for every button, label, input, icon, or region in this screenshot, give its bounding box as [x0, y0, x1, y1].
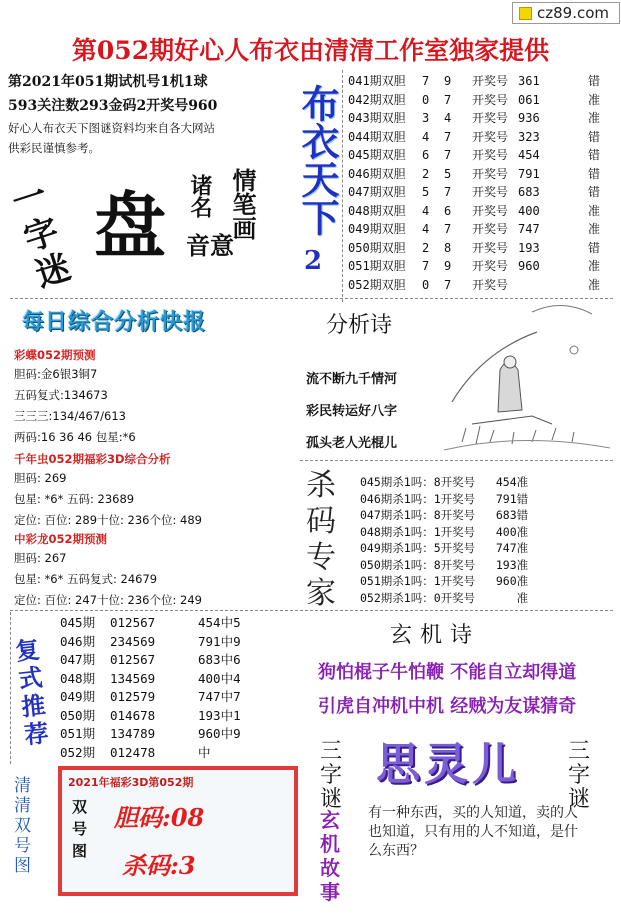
fushi-row: [60, 725, 290, 744]
history-row: [348, 109, 613, 128]
history-a: 6: [422, 148, 430, 162]
watermark-text: cz89.com: [537, 4, 610, 22]
fushi-r: 683中6: [198, 652, 241, 667]
riddle-hint-col1: 诸名: [187, 174, 213, 218]
history-row: [348, 128, 613, 147]
history-label: 开奖号: [472, 240, 509, 255]
history-period: 041期双胆: [348, 74, 406, 88]
history-b: 9: [444, 74, 452, 88]
history-b: 8: [444, 240, 452, 255]
history-a: 4: [422, 203, 430, 218]
history-b: 7: [444, 277, 452, 292]
poem-line: 流不断九千情河: [306, 372, 398, 387]
history-a: 7: [422, 74, 430, 88]
kill-row: 051期杀1吗：1开奖号 960准: [360, 574, 529, 588]
issue-info: [8, 70, 293, 158]
history-b: 7: [444, 185, 452, 199]
history-period: 043期双胆: [348, 111, 406, 125]
history-result: 错: [588, 185, 601, 199]
daily-analysis-title: 每日综合分析快报: [22, 309, 207, 335]
history-period: 051期双胆: [348, 259, 406, 273]
issue-info-line4: 供彩民谨慎参考。: [8, 141, 100, 155]
xuanji-line2: 引虎自冲机中机 经贼为友谋猜奇: [318, 696, 577, 717]
history-a: 4: [422, 129, 430, 144]
history-row: [348, 183, 613, 202]
kill-row: 049期杀1吗：5开奖号 747准: [360, 541, 529, 555]
riddle-question: 有一种东西，买的人知道，卖的人也知道，只有用的人不知道，是什么东西？: [368, 805, 578, 859]
qiannian-analysis: [14, 450, 299, 531]
brand-number: 2: [304, 246, 323, 276]
logo-square-icon: [519, 7, 532, 20]
zhongcai-line3: 定位: 百位: 247十位: 236个位: 249: [14, 593, 202, 607]
fishing-old-man-illustration: [442, 292, 614, 462]
fushi-r: 193中1: [198, 707, 241, 723]
poem-title: 分析诗: [326, 313, 393, 338]
history-a: 7: [422, 259, 430, 273]
zhongcai-header: 中彩龙052期预测: [14, 532, 108, 546]
fushi-n: 012579: [110, 689, 156, 704]
issue-info-line2: 593关注数293金码2开奖号960: [8, 98, 218, 114]
history-result: 准: [588, 92, 601, 107]
story-label: 玄机故事: [320, 808, 340, 904]
history-label: 开奖号: [472, 203, 509, 218]
zhongcai-line2: 包星: *6* 五码复式: 24679: [14, 572, 158, 586]
history-result: 准: [588, 222, 601, 236]
history-b: 5: [444, 166, 452, 181]
history-a: 0: [422, 277, 430, 292]
history-num: 960: [518, 259, 540, 273]
divider: [300, 460, 613, 461]
history-table: [348, 72, 613, 294]
caidie-line4: 两码:16 36 46 包星:*6: [14, 430, 136, 444]
history-result: 准: [588, 277, 601, 292]
history-row: [348, 239, 613, 258]
history-row: [348, 91, 613, 110]
fushi-n: 014678: [110, 707, 156, 723]
qingqing-title: 清清双号图: [14, 776, 31, 876]
history-result: 准: [588, 111, 601, 125]
fushi-r: 中: [198, 744, 211, 760]
history-num: 193: [518, 240, 540, 255]
history-result: 错: [588, 240, 601, 255]
fushi-table: [60, 614, 290, 762]
caidie-line3: 三三三:134/467/613: [14, 409, 126, 423]
fushi-row: [60, 633, 290, 652]
xuanji-title: 玄机诗: [390, 623, 481, 648]
history-row: [348, 257, 613, 276]
history-label: 开奖号: [472, 259, 509, 273]
history-row: [348, 220, 613, 239]
history-b: 4: [444, 111, 452, 125]
history-row: [348, 202, 613, 221]
history-num: 323: [518, 129, 540, 144]
history-period: 052期双胆: [348, 277, 406, 292]
fushi-p: 046期: [60, 633, 96, 649]
fushi-n: 012567: [110, 615, 156, 630]
history-period: 042期双胆: [348, 92, 406, 107]
fushi-p: 051期: [60, 726, 96, 741]
card-header: 2021年福彩3D第052期: [68, 776, 194, 789]
history-label: 开奖号: [472, 166, 509, 181]
history-a: 3: [422, 111, 430, 125]
history-a: 4: [422, 222, 430, 236]
history-result: 准: [588, 259, 601, 273]
site-watermark[interactable]: [512, 2, 620, 24]
history-period: 049期双胆: [348, 222, 406, 236]
riddle-big-words: 思灵儿: [376, 739, 520, 790]
divider: [10, 610, 613, 611]
page-title: 第052期好心人布衣由清清工作室独家提供: [71, 36, 550, 65]
riddle-type-label: 一字迷: [7, 174, 76, 296]
fushi-p: 045期: [60, 615, 96, 630]
history-num: 791: [518, 166, 540, 181]
kill-code: 杀码:3: [122, 851, 196, 880]
history-label: 开奖号: [472, 92, 509, 107]
fushi-r: 747中7: [198, 689, 241, 704]
history-label: 开奖号: [472, 111, 509, 125]
fushi-r: 791中9: [198, 633, 241, 649]
kill-row: 047期杀1吗：8开奖号 683错: [360, 508, 529, 522]
fushi-p: 047期: [60, 652, 96, 667]
calligraphy-riddle: [7, 168, 284, 296]
divider: [342, 70, 343, 302]
history-label: 开奖号: [472, 129, 509, 144]
history-period: 047期双胆: [348, 185, 406, 199]
card-side-label: 双号图: [72, 798, 88, 860]
history-row: [348, 165, 613, 184]
caidie-line2: 五码复式:134673: [14, 388, 108, 402]
zhongcai-line1: 胆码: 267: [14, 551, 67, 565]
history-num: 454: [518, 148, 540, 162]
fushi-row: [60, 614, 290, 633]
history-result: 准: [588, 203, 601, 218]
history-result: 错: [588, 166, 601, 181]
history-num: 400: [518, 203, 540, 218]
brand-title: 布衣天下: [295, 84, 340, 236]
history-row: [348, 146, 613, 165]
fushi-title: 复式推荐: [14, 634, 50, 750]
history-period: 050期双胆: [348, 240, 406, 255]
xuanji-line1: 狗怕棍子牛怕鞭 不能自立却得道: [318, 662, 577, 683]
zhongcai-forecast: [14, 530, 299, 611]
history-b: 7: [444, 129, 452, 144]
qiannian-line3: 定位: 百位: 289十位: 236个位: 489: [14, 513, 202, 527]
qiannian-line2: 包星: *6* 五码: 23689: [14, 492, 135, 506]
history-period: 046期双胆: [348, 166, 406, 181]
history-num: 747: [518, 222, 540, 236]
fushi-p: 050期: [60, 707, 96, 723]
history-period: 044期双胆: [348, 129, 406, 144]
history-b: 6: [444, 203, 452, 218]
history-result: 错: [588, 129, 601, 144]
analysis-poem: [306, 364, 456, 460]
fushi-n: 134569: [110, 670, 156, 686]
kill-row: 050期杀1吗：8开奖号 193准: [360, 557, 529, 572]
fushi-n: 012567: [110, 652, 156, 667]
fushi-row: [60, 707, 290, 726]
history-result: 错: [588, 74, 601, 88]
history-b: 9: [444, 259, 452, 273]
fushi-n: 134789: [110, 726, 156, 741]
kill-code-table: [360, 474, 615, 606]
kill-row: 045期杀1吗：8开奖号 454准: [360, 475, 529, 489]
caidie-forecast: [14, 346, 299, 448]
history-row: [348, 72, 613, 91]
fushi-row: [60, 744, 290, 763]
fushi-row: [60, 688, 290, 707]
riddle-label-left: 三字谜: [320, 739, 343, 812]
xuanji-poem: [318, 656, 614, 724]
riddle-hint-col3: 音意: [186, 231, 234, 260]
kill-row: 048期杀1吗：1开奖号 400准: [360, 524, 529, 539]
fushi-row: [60, 670, 290, 689]
history-a: 0: [422, 92, 430, 107]
history-result: 错: [588, 148, 601, 162]
fushi-n: 234569: [110, 633, 156, 649]
qiannian-header: 千年虫052期福彩3D综合分析: [14, 452, 171, 466]
history-num: 061: [518, 92, 540, 107]
double-number-card: [58, 766, 298, 896]
fushi-n: 012478: [110, 744, 156, 760]
kill-row: 052期杀1吗：0开奖号 准: [360, 590, 529, 605]
issue-info-line3: 好心人布衣天下图谜资料均来自各大网站: [8, 121, 215, 135]
issue-info-line1: 第2021年051期试机号1机1球: [8, 74, 208, 90]
history-b: 7: [444, 222, 452, 236]
riddle-main-character: 盘: [94, 183, 167, 268]
fushi-r: 454中5: [198, 615, 241, 630]
history-num: 683: [518, 185, 540, 199]
dan-code: 胆码:08: [114, 803, 205, 832]
fushi-p: 048期: [60, 670, 96, 686]
history-period: 048期双胆: [348, 203, 406, 218]
riddle-hint-col2: 情笔画: [228, 168, 257, 240]
history-label: 开奖号: [472, 74, 509, 88]
kill-row: 046期杀1吗：1开奖号 791错: [360, 491, 529, 506]
history-label: 开奖号: [472, 185, 509, 199]
history-period: 045期双胆: [348, 148, 406, 162]
fushi-p: 049期: [60, 689, 96, 704]
caidie-header: 彩蝶052期预测: [14, 348, 96, 362]
kill-expert-title: 杀码专家: [306, 468, 336, 611]
history-b: 7: [444, 148, 452, 162]
divider: [10, 612, 11, 764]
history-a: 2: [422, 240, 430, 255]
history-label: 开奖号: [472, 148, 509, 162]
fushi-r: 400中4: [198, 670, 241, 686]
fushi-r: 960中9: [198, 726, 241, 741]
poem-line: 孤头老人光棍儿: [306, 436, 398, 451]
history-a: 5: [422, 185, 430, 199]
history-b: 7: [444, 92, 452, 107]
qiannian-line1: 胆码: 269: [14, 471, 67, 485]
poem-line: 彩民转运好八字: [306, 404, 398, 419]
fushi-p: 052期: [60, 744, 96, 760]
fushi-row: [60, 651, 290, 670]
history-num: 361: [518, 74, 540, 88]
riddle-label-right: 三字谜: [568, 739, 591, 812]
history-label: 开奖号: [472, 222, 509, 236]
history-a: 2: [422, 166, 430, 181]
history-label: 开奖号: [472, 277, 509, 292]
caidie-line1: 胆码:金6银3铜7: [14, 367, 98, 381]
history-num: 936: [518, 111, 540, 125]
